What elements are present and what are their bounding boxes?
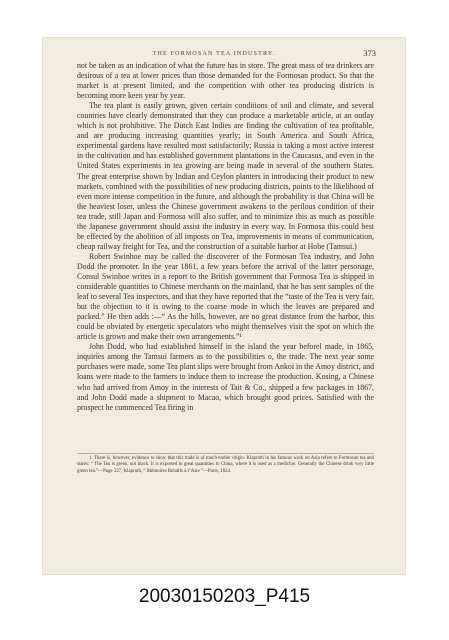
paragraph: Robert Swinhoe may be called the discoverer of the Formosan Tea industry, and John Dodd the promoter. In the year 1861, a few years before the arrival of the latter personage, Consul Swinhoe writes in a report to the British government that Formosa Tea is shipped in considerable quantities to Chinese merchants on the mainland, that he has sent samples of the leaf to several Tea inspectors, and that they have reported that the “taste of the Tea is very fair, but the objection to it is owing to the coarse mode in which the leaves are prepared and packed.” He then adds :—“ As the hills, however, are no great distance from the harbor, this could be obviated by energetic speculators who might themselves visit the spot on which the article is grown and make their own arrangements.”¹ xyxy=(77,251,374,342)
body-text xyxy=(77,61,374,413)
paragraph: not be taken as an indication of what the future has in store. The great mass of tea drinkers are desirous of a tea at lower prices than those demanded for the Formosan product. So that the market is at present limited, and the competition with other tea producing districts is becoming more keen year by year. xyxy=(77,61,374,101)
image-caption: 20030150203_P415 xyxy=(138,586,311,607)
footnote: 1. There is, however, evidence to show that this trade is of much earlier origin. Klaproth in his famous work on Asia refers to Formosan tea and states: “ The Tea is green, not black. It is exported in great quantities to China, where it is used as a medicine. Generally the Chinese drink very little green tea.”—Page 327, Klaproth, “ Mémoires Relatifs à l’Asie ”—Paris, 1824. xyxy=(77,456,374,474)
paragraph: The tea plant is easily grown, given certain conditions of soil and climate, and several countries have clearly demonstrated that they can produce a marketable article, at an outlay which is not prohibitive. The Dutch East Indies are finding the cultivation of tea profitable, and are producing increasing quantities yearly; in South America and South Africa, experimental gardens have resulted most satisfactorily; Russia is taking a most active interest in the cultivation and has established government plantations in the Caucasus, and even in the United States experiments in tea growing are being made in several of the southern States. The great enterprise shown by Indian and Ceylon planters in introducing their product to new markets, combined with the possibilities of new producing districts, points to the likelihood of even more intense competition in the future, and although the probability is that China will be the heaviest loser, unless the Chinese government awakens to the perilous condition of their tea trade, still Japan and Formosa will also suffer, and to minimize this as much as possible the Japanese government should assist the industry in every way. In Formosa this could best be effected by the abolition of all imposts on Tea, improvements in means of communication, cheap railway freight for Tea, and the construction of a suitable harbor at Hobe (Tamsui.) xyxy=(77,101,374,251)
paragraph: John Dodd, who had established himself in the island the year beforel made, in 1865, inquiries among the Tamsui farmers as to the possibilities o, the trade. The next year some purchases were made, some Tea plant slips were brought from Ankoi in the Amoy district, and loans were made to the farmers to induce them to increase the production. Kosing, a Chinese who had arrived from Amoy in the interests of Tait & Co., shipped a few packages in 1867, and John Dodd made a shipment to Macao, which brought good prices. Satisfied with the prospect he commenced Tea firing in xyxy=(77,342,374,412)
running-head: THE FORMOSAN TEA INDUSTRY. xyxy=(152,51,276,57)
footnote-divider xyxy=(77,453,374,454)
page-number: 373 xyxy=(363,48,376,58)
